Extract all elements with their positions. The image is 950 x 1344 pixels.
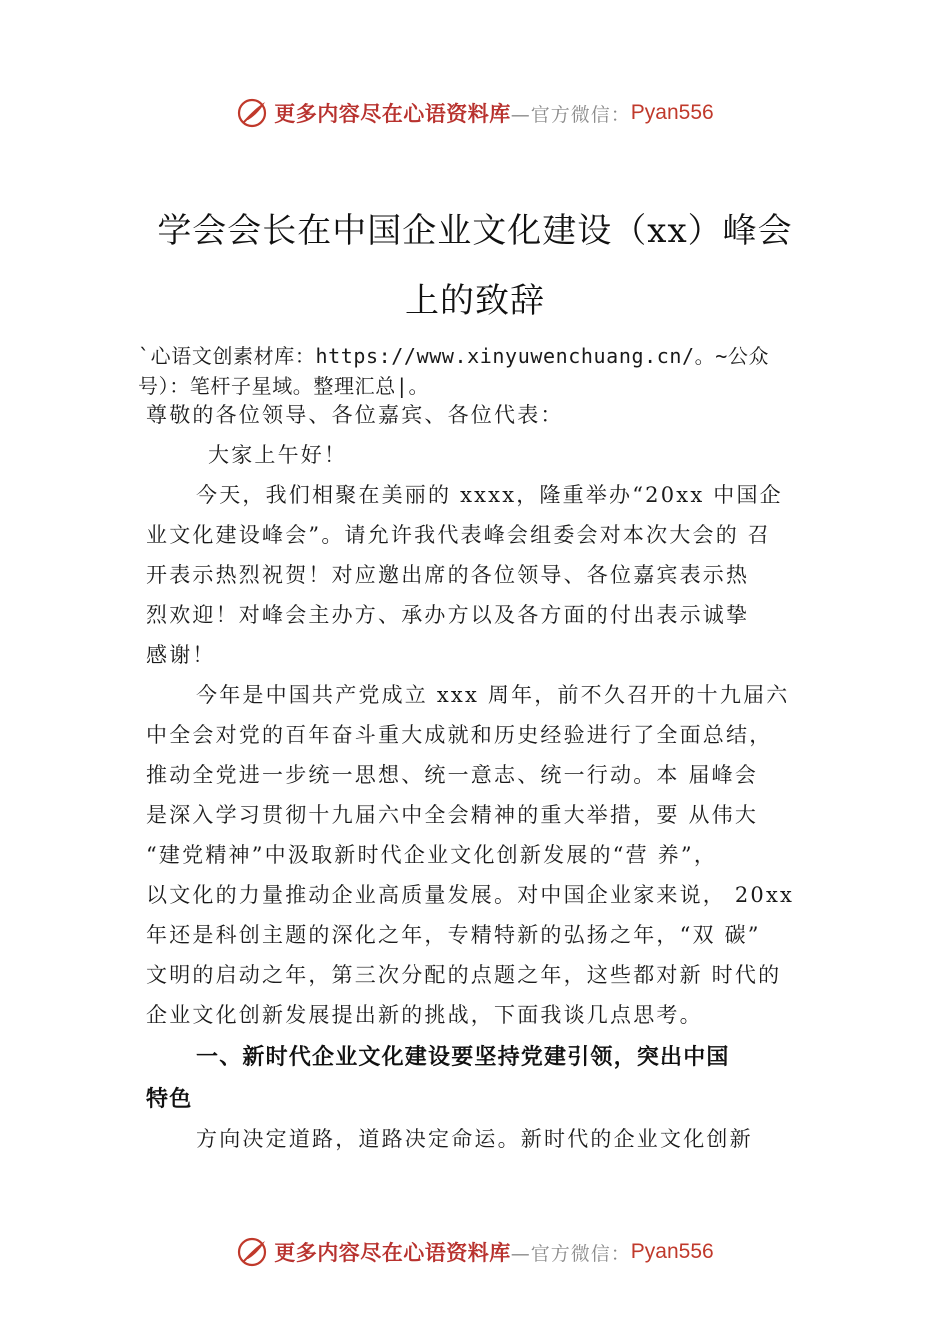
- header-banner: [0, 95, 950, 131]
- paragraph-1-line: 开表示热烈祝贺！对应邀出席的各位领导、各位嘉宾表示热: [146, 563, 750, 587]
- document-title-line-2: 上的致辞: [405, 281, 545, 321]
- section-heading-1-line-2: 特色: [146, 1087, 193, 1112]
- banner-promo-text: 更多内容尽在心语资料库: [274, 1241, 511, 1265]
- paragraph-2-line: 推动全党进一步统一思想、统一意志、统一行动。本 届峰会: [146, 763, 759, 787]
- banner-wechat-label: —官方微信：: [510, 103, 631, 126]
- paragraph-1-line: 烈欢迎！对峰会主办方、承办方以及各方面的付出表示诚挚: [146, 603, 750, 627]
- source-note-line-2: 号）：笔杆子星域。整理汇总|。: [138, 374, 430, 398]
- paragraph-1-line: 业文化建设峰会”。请允许我代表峰会组委会对本次大会的 召: [146, 523, 772, 547]
- banner-wechat-label: —官方微信：: [510, 1242, 631, 1265]
- footer-banner: [0, 1234, 950, 1270]
- paragraph-2-line: 中全会对党的百年奋斗重大成就和历史经验进行了全面总结，: [146, 723, 773, 747]
- paragraph-2-line: 是深入学习贯彻十九届六中全会精神的重大举措，要 从伟大: [146, 803, 759, 827]
- banner-promo-text: 更多内容尽在心语资料库: [274, 102, 511, 126]
- greeting: 大家上午好！: [208, 443, 348, 467]
- quill-logo-icon: [236, 96, 270, 130]
- section-heading-1-line-1: 一、新时代企业文化建设要坚持党建引领，突出中国: [196, 1045, 730, 1070]
- salutation: 尊敬的各位领导、各位嘉宾、各位代表：: [146, 403, 564, 427]
- banner-wechat-id: Pyan556: [630, 1240, 714, 1263]
- paragraph-2-line: 企业文化创新发展提出新的挑战，下面我谈几点思考。: [146, 1003, 703, 1027]
- paragraph-2-line: 文明的启动之年，第三次分配的点题之年，这些都对新 时代的: [146, 963, 782, 987]
- paragraph-1-line: 感谢！: [146, 643, 216, 667]
- paragraph-2-line: 今年是中国共产党成立 xxx 周年，前不久召开的十九届六: [196, 683, 790, 707]
- document-title-line-1: 学会会长在中国企业文化建设（xx）峰会: [157, 211, 793, 251]
- paragraph-2-line: “建党精神”中汲取新时代企业文化创新发展的“营 养”，: [146, 843, 718, 867]
- quill-logo-icon: [236, 1235, 270, 1269]
- paragraph-2-line: 年还是科创主题的深化之年，专精特新的弘扬之年，“双 碳”: [146, 923, 761, 947]
- source-note-line-1: `心语文创素材库：https://www.xinyuwenchuang.cn/。~公众: [138, 344, 770, 368]
- paragraph-1-line: 今天，我们相聚在美丽的 xxxx，隆重举办“20xx 中国企: [196, 483, 783, 507]
- paragraph-2-line: 以文化的力量推动企业高质量发展。对中国企业家来说， 20xx: [146, 883, 795, 907]
- banner-wechat-id: Pyan556: [630, 101, 714, 124]
- paragraph-3-line: 方向决定道路，道路决定命运。新时代的企业文化创新: [196, 1127, 753, 1151]
